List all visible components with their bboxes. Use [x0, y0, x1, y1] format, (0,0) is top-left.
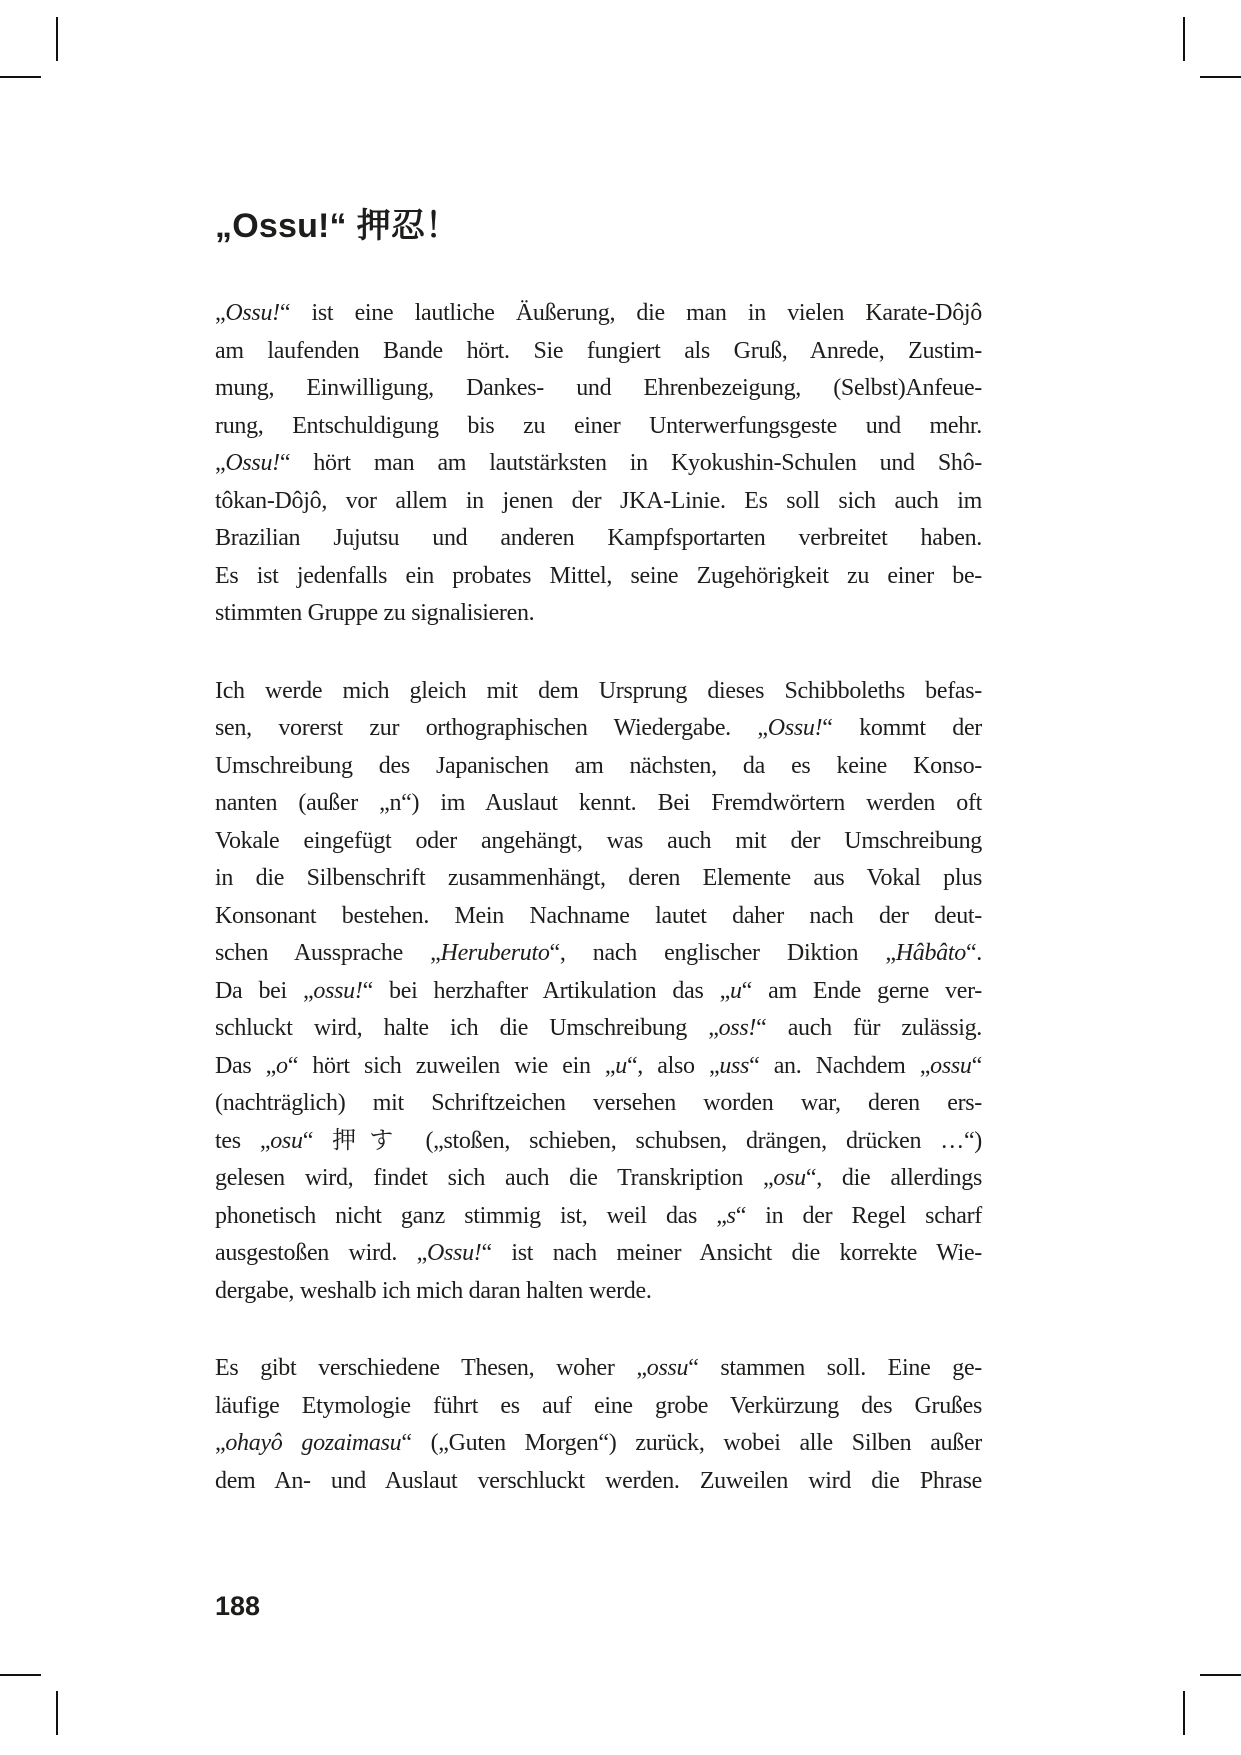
- crop-mark-top-right-vertical: [1183, 17, 1185, 61]
- text-line: Brazilian Jujutsu und anderen Kampfsportarten verbreitet haben.: [215, 525, 982, 551]
- text-line: tes „osu“ 押す („stoßen, schieben, schubsen, drängen, drücken …“): [215, 1127, 982, 1154]
- crop-mark-bottom-right-vertical: [1183, 1691, 1185, 1735]
- text-line: Vokale eingefügt oder angehängt, was auch mit der Umschreibung: [215, 827, 982, 854]
- text-line: am laufenden Bande hört. Sie fungiert als Gruß, Anrede, Zustim-: [215, 337, 982, 364]
- chapter-title-kanji: 押忍！: [356, 207, 460, 245]
- text-line: dergabe, weshalb ich mich daran halten werde.: [215, 1277, 652, 1304]
- text-line: ausgestoßen wird. „Ossu!“ ist nach meiner Ansicht die korrekte Wie-: [215, 1240, 983, 1266]
- text-line: dem An- und Auslaut verschluckt werden. Zuweilen wird die Phrase: [215, 1467, 982, 1494]
- text-line: rung, Entschuldigung bis zu einer Unterwerfungsgeste und mehr.: [215, 412, 982, 439]
- crop-mark-bottom-left-vertical: [56, 1691, 58, 1735]
- crop-mark-top-right-horizontal: [1200, 76, 1241, 78]
- text-line: gelesen wird, findet sich auch die Transkription „osu“, die allerdings: [215, 1165, 982, 1191]
- text-line: Konsonant bestehen. Mein Nachname lautet daher nach der deut-: [215, 902, 982, 929]
- paragraph-1: [215, 295, 982, 633]
- text-line: Da bei „ossu!“ bei herzhafter Artikulation das „u“ am Ende gerne ver-: [215, 977, 982, 1004]
- text-line: stimmten Gruppe zu signalisieren.: [215, 600, 535, 626]
- text-line: „Ossu!“ hört man am lautstärksten in Kyokushin-Schulen und Shô-: [215, 450, 982, 476]
- text-line: (nachträglich) mit Schriftzeichen versehen worden war, deren ers-: [215, 1090, 982, 1116]
- text-line: Ich werde mich gleich mit dem Ursprung dieses Schibboleths befas-: [215, 677, 982, 704]
- crop-mark-bottom-left-horizontal: [0, 1674, 41, 1676]
- paragraph-3: [215, 1350, 982, 1500]
- text-line: Es ist jedenfalls ein probates Mittel, seine Zugehörigkeit zu einer be-: [215, 562, 982, 589]
- text-line: Umschreibung des Japanischen am nächsten, da es keine Konso-: [215, 752, 982, 779]
- text-line: tôkan-Dôjô, vor allem in jenen der JKA-Linie. Es soll sich auch im: [215, 487, 982, 514]
- crop-mark-top-left-horizontal: [0, 76, 41, 78]
- text-line: in die Silbenschrift zusammenhängt, deren Elemente aus Vokal plus: [215, 865, 982, 891]
- text-line: läufige Etymologie führt es auf eine grobe Verkürzung des Grußes: [215, 1392, 982, 1419]
- chapter-title-latin: „Ossu!“: [215, 207, 347, 245]
- chapter-title: [215, 0, 982, 247]
- text-line: Das „o“ hört sich zuweilen wie ein „u“, also „uss“ an. Nachdem „ossu“: [215, 1052, 982, 1079]
- text-block: [215, 0, 982, 1540]
- text-line: nanten (außer „n“) im Auslaut kennt. Bei Fremdwörtern werden oft: [215, 790, 982, 816]
- text-line: schen Aussprache „Heruberuto“, nach englischer Diktion „Hâbâto“.: [215, 940, 982, 966]
- text-line: mung, Einwilligung, Dankes- und Ehrenbezeigung, (Selbst)Anfeue-: [215, 375, 982, 401]
- paragraph-2: [215, 673, 982, 1311]
- text-line: „Ossu!“ ist eine lautliche Äußerung, die man in vielen Karate-Dôjô: [215, 300, 982, 326]
- page-number: 188: [215, 1591, 261, 1621]
- crop-mark-top-left-vertical: [56, 17, 58, 61]
- text-line: Es gibt verschiedene Thesen, woher „ossu“ stammen soll. Eine ge-: [215, 1355, 982, 1381]
- text-line: „ohayô gozaimasu“ („Guten Morgen“) zurück, wobei alle Silben außer: [215, 1430, 982, 1456]
- text-line: phonetisch nicht ganz stimmig ist, weil das „s“ in der Regel scharf: [215, 1202, 982, 1229]
- text-line: sen, vorerst zur orthographischen Wiedergabe. „Ossu!“ kommt der: [215, 715, 982, 741]
- text-line: schluckt wird, halte ich die Umschreibung „oss!“ auch für zulässig.: [215, 1015, 983, 1041]
- crop-mark-bottom-right-horizontal: [1200, 1674, 1241, 1676]
